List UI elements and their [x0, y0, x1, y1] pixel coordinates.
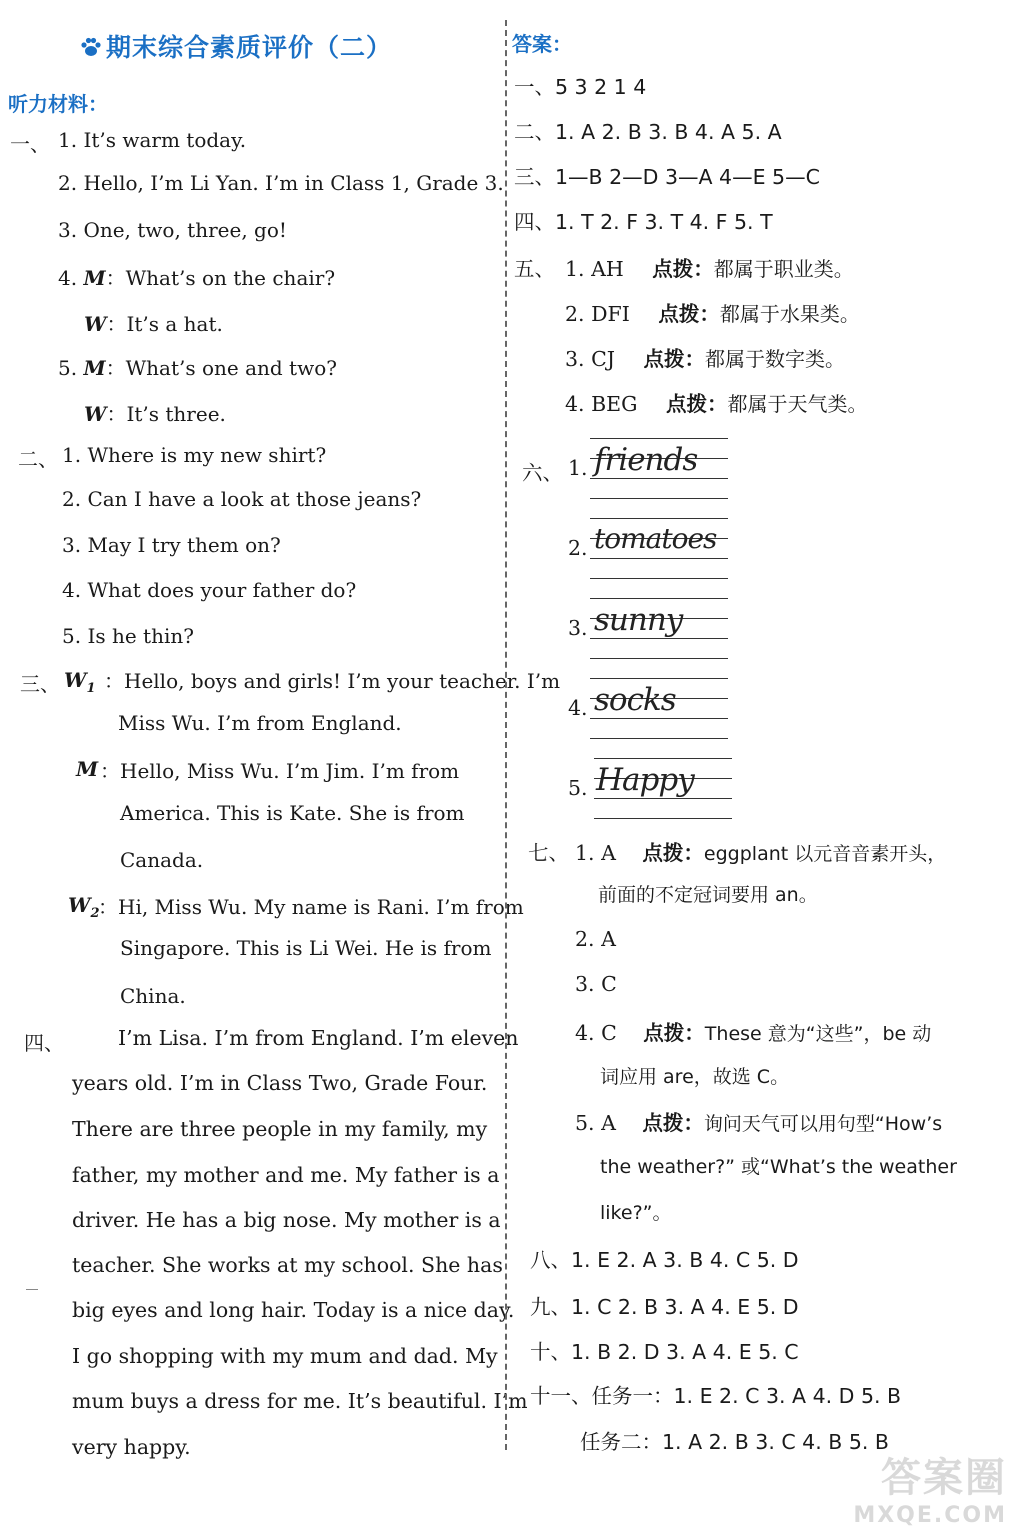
column-divider	[505, 20, 507, 1450]
answer-1: 一、5 3 2 1 4	[514, 75, 647, 99]
listening-2-1: 1. Where is my new shirt?	[62, 443, 327, 467]
writing-lines-1	[590, 438, 728, 518]
answer-7-5-note-3: like?”。	[600, 1202, 672, 1224]
guide-line	[590, 578, 728, 579]
guide-line	[590, 678, 728, 679]
passage-line-3: There are three people in my family, my	[72, 1117, 488, 1141]
speaker-w2-letter: W	[68, 893, 91, 917]
tip-label: 点拨：	[642, 1111, 704, 1135]
speaker-w: W	[84, 312, 107, 336]
passage-line-9: mum buys a dress for me. It’s beautiful. I’m	[72, 1389, 528, 1413]
q-number: 5.	[58, 356, 78, 380]
speaker-w: W	[84, 402, 107, 426]
answer-6-2-number: 2.	[568, 536, 588, 560]
dialogue-w1-line1: ：Hello, boys and girls! I’m your teacher. I’m	[104, 669, 561, 693]
tip-label: 点拨：	[643, 1021, 705, 1045]
watermark	[853, 1446, 1007, 1528]
writing-lines-4	[590, 678, 728, 758]
title-text: 期末综合素质评价（二）	[106, 33, 393, 62]
tip-note: 都属于水果类。	[719, 302, 860, 326]
listening-1-2: 2. Hello, I’m Li Yan. I’m in Class 1, Grade 3.	[58, 171, 504, 195]
dialogue-m-line1: ：Hello, Miss Wu. I’m Jim. I’m from	[100, 759, 460, 783]
dialogue-text: ：It’s three.	[106, 402, 226, 426]
answer-value: 1. A	[575, 841, 616, 865]
listening-2-2: 2. Can I have a look at those jeans?	[62, 487, 422, 511]
speaker-w2-sub: 2	[90, 906, 100, 921]
dialogue-w2-line2: Singapore. This is Li Wei. He is from	[120, 936, 492, 960]
answer-value: 4. BEG	[565, 392, 638, 416]
answer-7-4	[575, 1016, 931, 1046]
answer-6-5-number: 5.	[568, 776, 588, 800]
answer-6-4-number: 4.	[568, 696, 588, 720]
passage-line-4: father, my mother and me. My father is a	[72, 1163, 500, 1187]
tip-note: 都属于职业类。	[713, 257, 854, 281]
answer-value: 4. C	[575, 1021, 617, 1045]
answer-5-4	[565, 387, 868, 417]
dialogue-w2-line3: China.	[120, 984, 186, 1008]
listening-1-4-reply	[84, 308, 223, 337]
answers-label: 答案：	[512, 32, 572, 56]
listening-1-1: 1. It’s warm today.	[58, 128, 247, 152]
answer-6-3-number: 3.	[568, 616, 588, 640]
passage-line-8: I go shopping with my mum and dad. My	[72, 1344, 498, 1368]
passage-line-6: teacher. She works at my school. She has	[72, 1253, 503, 1277]
tip-label: 点拨：	[642, 841, 704, 865]
tip-note: These 意为“这些”，be 动	[704, 1023, 932, 1045]
listening-2-3: 3. May I try them on?	[62, 533, 281, 557]
handwritten-answer: tomatoes	[594, 522, 717, 555]
answer-2: 二、1. A 2. B 3. B 4. A 5. A	[514, 120, 782, 144]
listening-1-5-line	[58, 352, 337, 381]
answer-value: 5. A	[575, 1111, 616, 1135]
watermark-text-1: 答案圈	[881, 1455, 1007, 1501]
listening-1-3: 3. One, two, three, go!	[58, 218, 287, 242]
answer-7-number: 七、	[528, 841, 569, 865]
speaker-m: M	[76, 757, 99, 781]
dialogue-m-line2: America. This is Kate. She is from	[120, 801, 465, 825]
answer-value: 2. DFI	[565, 302, 630, 326]
answer-7-2: 2. A	[575, 927, 616, 951]
guide-line	[590, 558, 728, 559]
section-4-number: 四、	[24, 1031, 64, 1055]
speaker-m: M	[83, 356, 106, 380]
guide-line	[590, 438, 728, 439]
section-3-number: 三、	[20, 672, 60, 696]
passage-line-10: very happy.	[72, 1435, 191, 1459]
speaker-m: M	[83, 266, 106, 290]
tip-label: 点拨：	[666, 392, 728, 416]
page-title	[80, 28, 392, 64]
speaker-w1	[64, 668, 96, 696]
listening-label: 听力材料：	[8, 92, 108, 116]
tip-note: eggplant 以元音音素开头，	[703, 843, 947, 865]
answer-7-1	[575, 836, 946, 866]
tip-label: 点拨：	[652, 257, 714, 281]
dialogue-w2-line1: ：Hi, Miss Wu. My name is Rani. I’m from	[98, 895, 524, 919]
dialogue-text: ：What’s on the chair?	[105, 266, 336, 290]
answer-3: 三、1—B 2—D 3—A 4—E 5—C	[514, 165, 820, 189]
tip-note: 询问天气可以用句型“How’s	[703, 1113, 943, 1135]
guide-line	[590, 478, 728, 479]
watermark-text-2: MXQE.COM	[853, 1503, 1007, 1528]
section-1-number: 一、	[10, 132, 50, 156]
answer-11-task-1: 十一、任务一：1. E 2. C 3. A 4. D 5. B	[530, 1384, 902, 1408]
q-number: 4.	[58, 266, 78, 290]
answer-value: 1. AH	[565, 257, 624, 281]
answer-6-1-number: 1.	[568, 456, 588, 480]
dialogue-m-line3: Canada.	[120, 848, 204, 872]
answer-7-5-note-2: the weather?” 或“What’s the weather	[600, 1156, 957, 1178]
margin-mark	[26, 1289, 38, 1290]
tip-label: 点拨：	[643, 347, 706, 371]
answer-11-task-2: 任务二：1. A 2. B 3. C 4. B 5. B	[580, 1430, 889, 1454]
guide-line	[594, 818, 732, 819]
listening-1-5-reply	[84, 398, 226, 427]
passage-line-2: years old. I’m in Class Two, Grade Four.	[72, 1071, 488, 1095]
answer-8: 八、1. E 2. A 3. B 4. C 5. D	[530, 1248, 799, 1272]
speaker-w2	[68, 893, 100, 921]
speaker-w1-letter: W	[64, 668, 87, 692]
tip-note: 都属于数字类。	[705, 347, 846, 371]
guide-line	[590, 718, 728, 719]
answer-5-number: 五、	[514, 257, 555, 281]
guide-line	[590, 598, 728, 599]
passage-line-1: I’m Lisa. I’m from England. I’m eleven	[118, 1026, 519, 1050]
paw-icon	[80, 36, 102, 58]
listening-2-4: 4. What does your father do?	[62, 578, 357, 602]
answer-7-5	[575, 1106, 942, 1136]
answer-value: 3. CJ	[565, 347, 615, 371]
tip-label: 点拨：	[658, 302, 720, 326]
answer-5-1	[565, 252, 854, 282]
listening-2-5: 5. Is he thin?	[62, 624, 194, 648]
guide-line	[594, 758, 732, 759]
answer-5-3	[565, 342, 845, 372]
writing-lines-3	[590, 598, 728, 678]
guide-line	[590, 738, 728, 739]
answer-5-2	[565, 297, 860, 327]
writing-lines-2	[590, 518, 728, 598]
listening-1-4-line	[58, 262, 335, 291]
handwritten-answer: socks	[594, 682, 676, 718]
guide-line	[590, 638, 728, 639]
guide-line	[590, 518, 728, 519]
passage-line-7: big eyes and long hair. Today is a nice day.	[72, 1298, 515, 1322]
answer-4: 四、1. T 2. F 3. T 4. F 5. T	[514, 210, 773, 234]
speaker-w1-sub: 1	[86, 681, 96, 696]
handwritten-answer: sunny	[594, 602, 683, 638]
tip-note: 都属于天气类。	[727, 392, 868, 416]
answer-10: 十、1. B 2. D 3. A 4. E 5. C	[530, 1340, 799, 1364]
passage-line-5: driver. He has a big nose. My mother is a	[72, 1208, 501, 1232]
answer-7-1-note-2: 前面的不定冠词要用 an。	[598, 884, 818, 906]
dialogue-text: ：It’s a hat.	[106, 312, 223, 336]
writing-lines-5	[594, 758, 732, 838]
guide-line	[594, 798, 732, 799]
answer-9: 九、1. C 2. B 3. A 4. E 5. D	[530, 1295, 799, 1319]
answer-6-number: 六、	[522, 461, 563, 485]
handwritten-answer: Happy	[596, 762, 694, 798]
answer-7-3: 3. C	[575, 972, 617, 996]
guide-line	[590, 658, 728, 659]
answer-7-4-note-2: 词应用 are，故选 C。	[600, 1066, 790, 1088]
handwritten-answer: friends	[594, 442, 698, 478]
dialogue-text: ：What’s one and two?	[105, 356, 337, 380]
section-2-number: 二、	[18, 447, 58, 471]
guide-line	[590, 498, 728, 499]
dialogue-w1-line2: Miss Wu. I’m from England.	[118, 711, 402, 735]
